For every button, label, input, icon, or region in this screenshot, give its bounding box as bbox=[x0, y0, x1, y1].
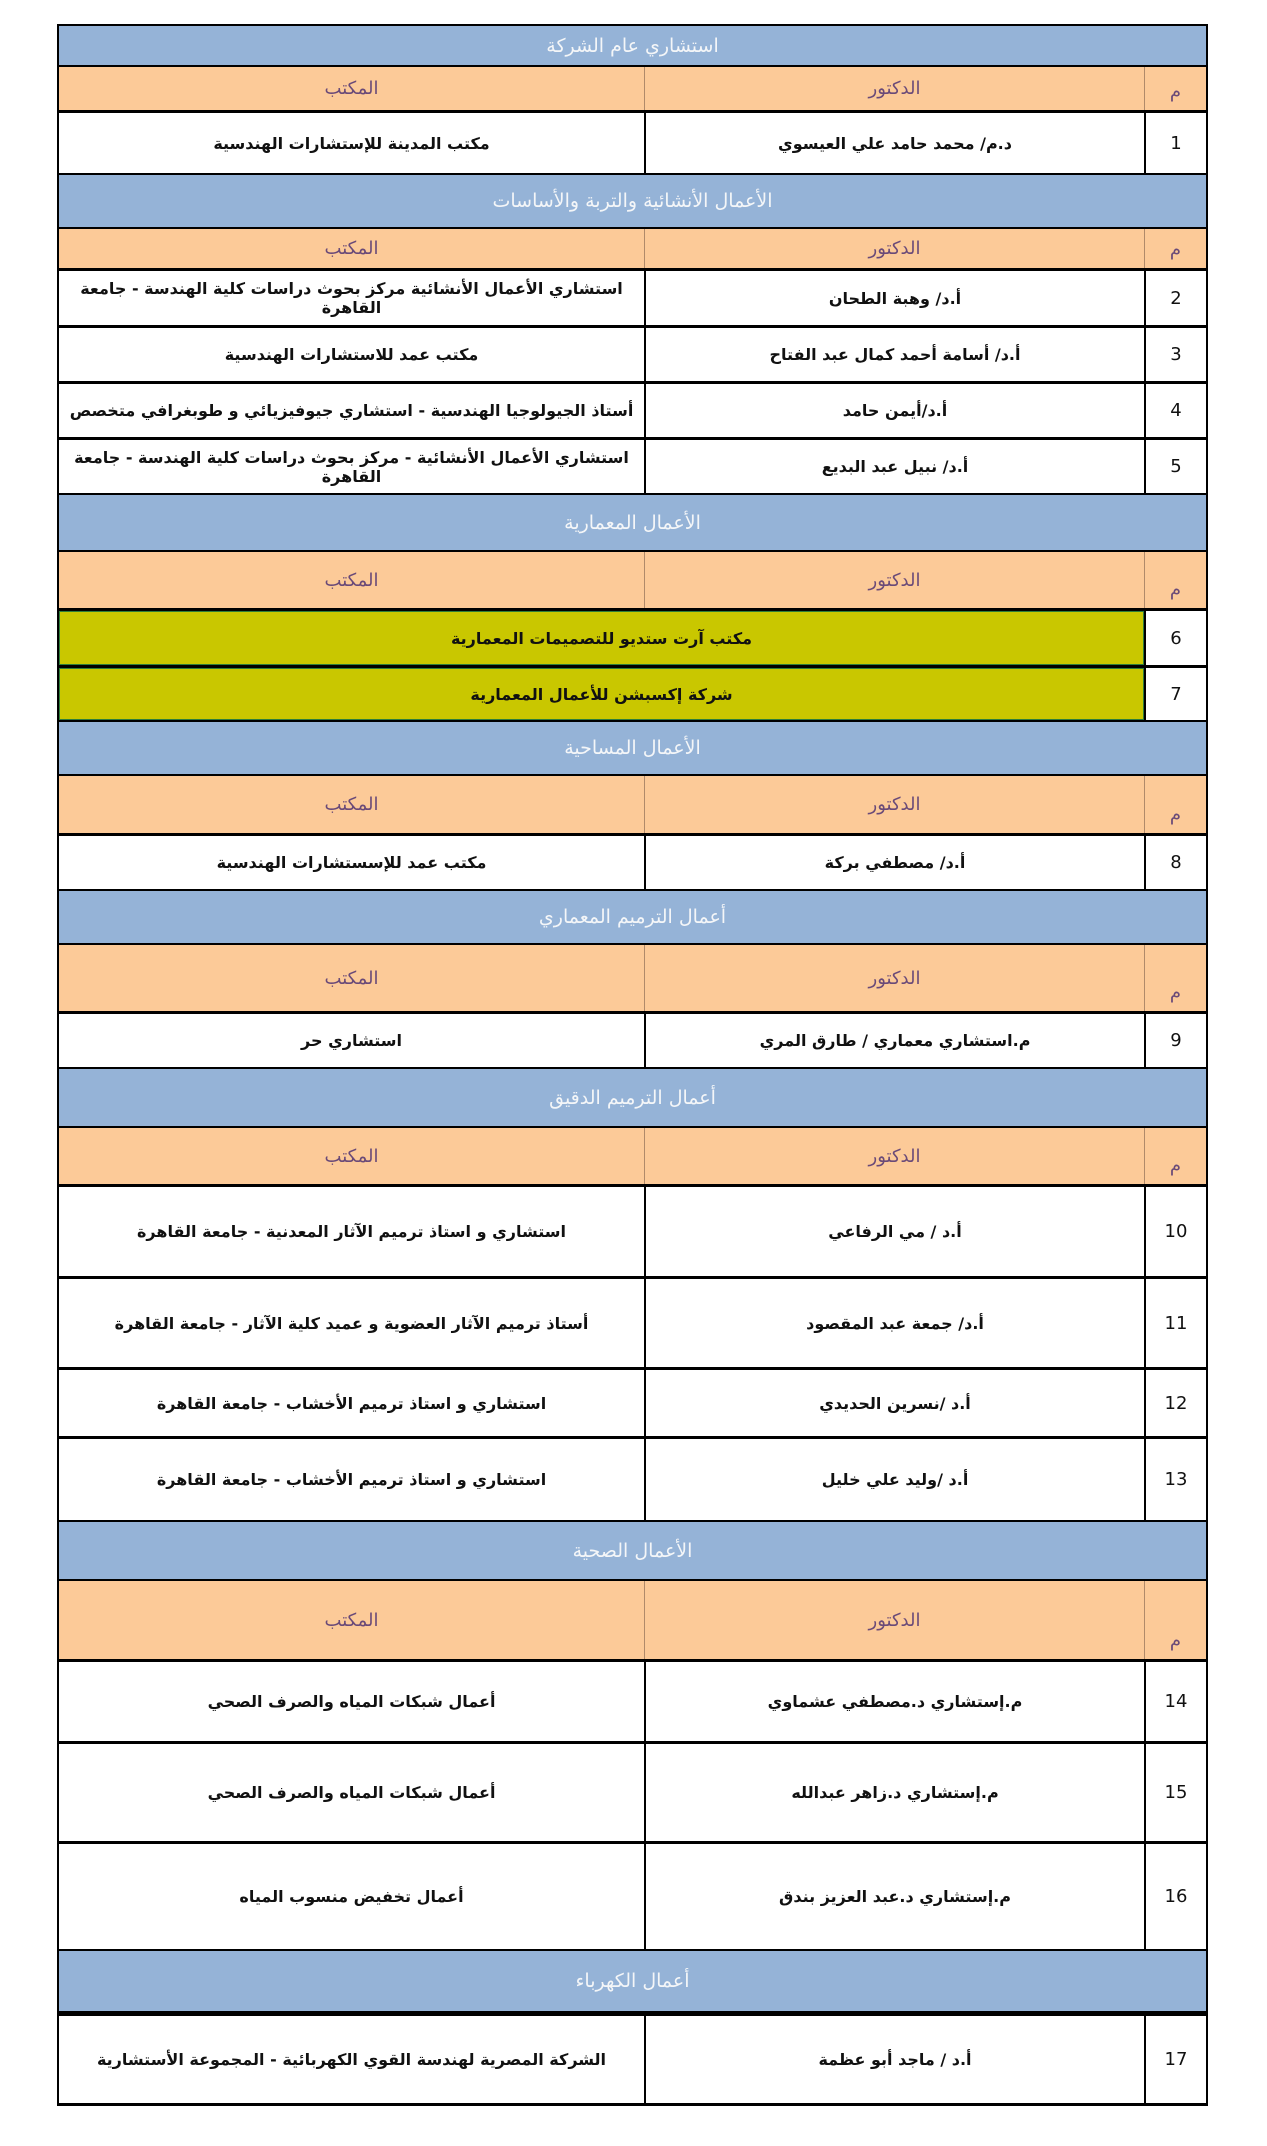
header-office: المكتب bbox=[324, 1609, 379, 1631]
section-title: أعمال الترميم المعماري bbox=[57, 889, 1208, 945]
doctor-name: م.إستشاري د.مصطفي عشماوي bbox=[644, 1662, 1144, 1741]
doctor-name: م.استشاري معماري / طارق المري bbox=[644, 1014, 1144, 1067]
doctor-name: أ.د/ أسامة أحمد كمال عبد الفتاح bbox=[644, 328, 1144, 381]
section-title: أعمال الكهرباء bbox=[57, 1949, 1208, 2013]
column-header-row bbox=[57, 945, 1208, 1011]
office-name: استشاري و استاذ ترميم الآثار المعدنية - جامعة القاهرة bbox=[136, 1222, 567, 1241]
office-name: استشاري و استاذ ترميم الأخشاب - جامعة القاهرة bbox=[156, 1393, 547, 1413]
section-title: استشاري عام الشركة bbox=[57, 24, 1208, 67]
row-number: 17 bbox=[1144, 2016, 1206, 2103]
office-name: استشاري الأعمال الأنشائية - مركز بحوث دراسات كلية الهندسة - جامعة القاهرة bbox=[74, 447, 629, 486]
column-header-row bbox=[57, 229, 1208, 268]
table-row bbox=[57, 833, 1208, 889]
office-name: استشاري و استاذ ترميم الأخشاب - جامعة القاهرة bbox=[156, 1470, 547, 1489]
header-doctor: الدكتور bbox=[644, 776, 1144, 833]
highlighted-office: مكتب آرت ستديو للتصميمات المعمارية bbox=[59, 611, 1144, 665]
row-number: 3 bbox=[1144, 328, 1206, 381]
table-row bbox=[57, 437, 1208, 493]
header-num: م bbox=[1144, 945, 1206, 1011]
table-row bbox=[57, 1184, 1208, 1276]
doctor-name: أ.د /نسرين الحديدي bbox=[644, 1370, 1144, 1436]
header-doctor: الدكتور bbox=[644, 229, 1144, 268]
header-num: م bbox=[1144, 67, 1206, 110]
section-title: الأعمال الصحية bbox=[57, 1520, 1208, 1581]
row-number: 15 bbox=[1144, 1744, 1206, 1841]
office-name: أعمال تخفيض منسوب المياه bbox=[239, 1887, 464, 1906]
table-row bbox=[57, 1741, 1208, 1841]
office-name: أستاذ الجيولوجيا الهندسية - استشاري جيوفيزيائي و طوبغرافي متخصص bbox=[69, 401, 634, 420]
header-doctor: الدكتور bbox=[644, 945, 1144, 1011]
header-num: م bbox=[1144, 552, 1206, 608]
section-title: الأعمال الأنشائية والتربة والأساسات bbox=[57, 173, 1208, 229]
column-header-row bbox=[57, 1128, 1208, 1184]
row-number: 5 bbox=[1144, 440, 1206, 493]
row-number: 1 bbox=[1144, 113, 1206, 173]
header-doctor: الدكتور bbox=[644, 1581, 1144, 1659]
table-row bbox=[57, 1841, 1208, 1949]
header-doctor: الدكتور bbox=[644, 1128, 1144, 1184]
column-header-row bbox=[57, 552, 1208, 608]
table-row bbox=[57, 110, 1208, 173]
header-num: م bbox=[1144, 229, 1206, 268]
header-office: المكتب bbox=[324, 569, 379, 591]
table-row bbox=[57, 381, 1208, 437]
table-row bbox=[57, 1659, 1208, 1741]
table-row bbox=[57, 1011, 1208, 1067]
header-office: المكتب bbox=[324, 78, 379, 99]
doctor-name: م.إستشاري د.عبد العزيز بندق bbox=[644, 1844, 1144, 1949]
header-office: المكتب bbox=[324, 794, 379, 815]
table-row bbox=[57, 268, 1208, 325]
office-name: أعمال شبكات المياه والصرف الصحي bbox=[207, 1692, 496, 1711]
table-row bbox=[57, 665, 1208, 720]
doctor-name: أ.د/ جمعة عبد المقصود bbox=[644, 1279, 1144, 1367]
row-number: 13 bbox=[1144, 1439, 1206, 1520]
office-name: الشركة المصرية لهندسة القوي الكهربائية - المجموعة الأستشارية bbox=[96, 2050, 607, 2069]
doctor-name: د.م/ محمد حامد علي العيسوي bbox=[644, 113, 1144, 173]
doctor-name: أ.د/ مصطفي بركة bbox=[644, 836, 1144, 889]
table-row bbox=[57, 608, 1208, 665]
section-title: أعمال الترميم الدقيق bbox=[57, 1067, 1208, 1128]
row-number: 6 bbox=[1144, 611, 1206, 665]
table-row bbox=[57, 1436, 1208, 1520]
table-row bbox=[57, 1367, 1208, 1436]
doctor-name: م.إستشاري د.زاهر عبدالله bbox=[644, 1744, 1144, 1841]
row-number: 14 bbox=[1144, 1662, 1206, 1741]
row-number: 7 bbox=[1144, 668, 1206, 720]
header-office: المكتب bbox=[324, 967, 379, 989]
highlighted-office: شركة إكسبشن للأعمال المعمارية bbox=[59, 668, 1144, 720]
column-header-row bbox=[57, 776, 1208, 833]
column-header-row bbox=[57, 67, 1208, 110]
doctor-name: أ.د / ماجد أبو عظمة bbox=[644, 2016, 1144, 2103]
header-num: م bbox=[1144, 776, 1206, 833]
row-number: 10 bbox=[1144, 1187, 1206, 1276]
table-row bbox=[57, 2013, 1208, 2106]
office-name: مكتب عمد للإسستشارات الهندسية bbox=[216, 853, 487, 872]
doctor-name: أ.د/ وهبة الطحان bbox=[644, 271, 1144, 325]
header-office: المكتب bbox=[324, 238, 379, 259]
doctor-name: أ.د / مي الرفاعي bbox=[644, 1187, 1144, 1276]
column-header-row bbox=[57, 1581, 1208, 1659]
office-name: استشاري حر bbox=[301, 1031, 402, 1050]
header-doctor: الدكتور bbox=[644, 67, 1144, 110]
office-name: استشاري الأعمال الأنشائية مركز بحوث دراسات كلية الهندسة - جامعة القاهرة bbox=[80, 279, 623, 317]
header-num: م bbox=[1144, 1581, 1206, 1659]
office-name: مكتب عمد للاستشارات الهندسية bbox=[224, 345, 479, 364]
row-number: 2 bbox=[1144, 271, 1206, 325]
row-number: 8 bbox=[1144, 836, 1206, 889]
doctor-name: أ.د /وليد علي خليل bbox=[644, 1439, 1144, 1520]
doctor-name: أ.د/أيمن حامد bbox=[644, 384, 1144, 437]
office-name: أستاذ ترميم الآثار العضوية و عميد كلية الآثار - جامعة القاهرة bbox=[114, 1313, 589, 1333]
section-title: الأعمال المساحية bbox=[57, 720, 1208, 776]
row-number: 16 bbox=[1144, 1844, 1206, 1949]
header-office: المكتب bbox=[324, 1145, 379, 1167]
section-title: الأعمال المعمارية bbox=[57, 493, 1208, 552]
office-name: أعمال شبكات المياه والصرف الصحي bbox=[207, 1783, 496, 1802]
header-doctor: الدكتور bbox=[644, 552, 1144, 608]
office-name: مكتب المدينة للإستشارات الهندسية bbox=[213, 133, 490, 153]
row-number: 11 bbox=[1144, 1279, 1206, 1367]
table-row bbox=[57, 325, 1208, 381]
row-number: 4 bbox=[1144, 384, 1206, 437]
row-number: 9 bbox=[1144, 1014, 1206, 1067]
header-num: م bbox=[1144, 1128, 1206, 1184]
doctor-name: أ.د/ نبيل عبد البديع bbox=[644, 440, 1144, 493]
table-row bbox=[57, 1276, 1208, 1367]
row-number: 12 bbox=[1144, 1370, 1206, 1436]
